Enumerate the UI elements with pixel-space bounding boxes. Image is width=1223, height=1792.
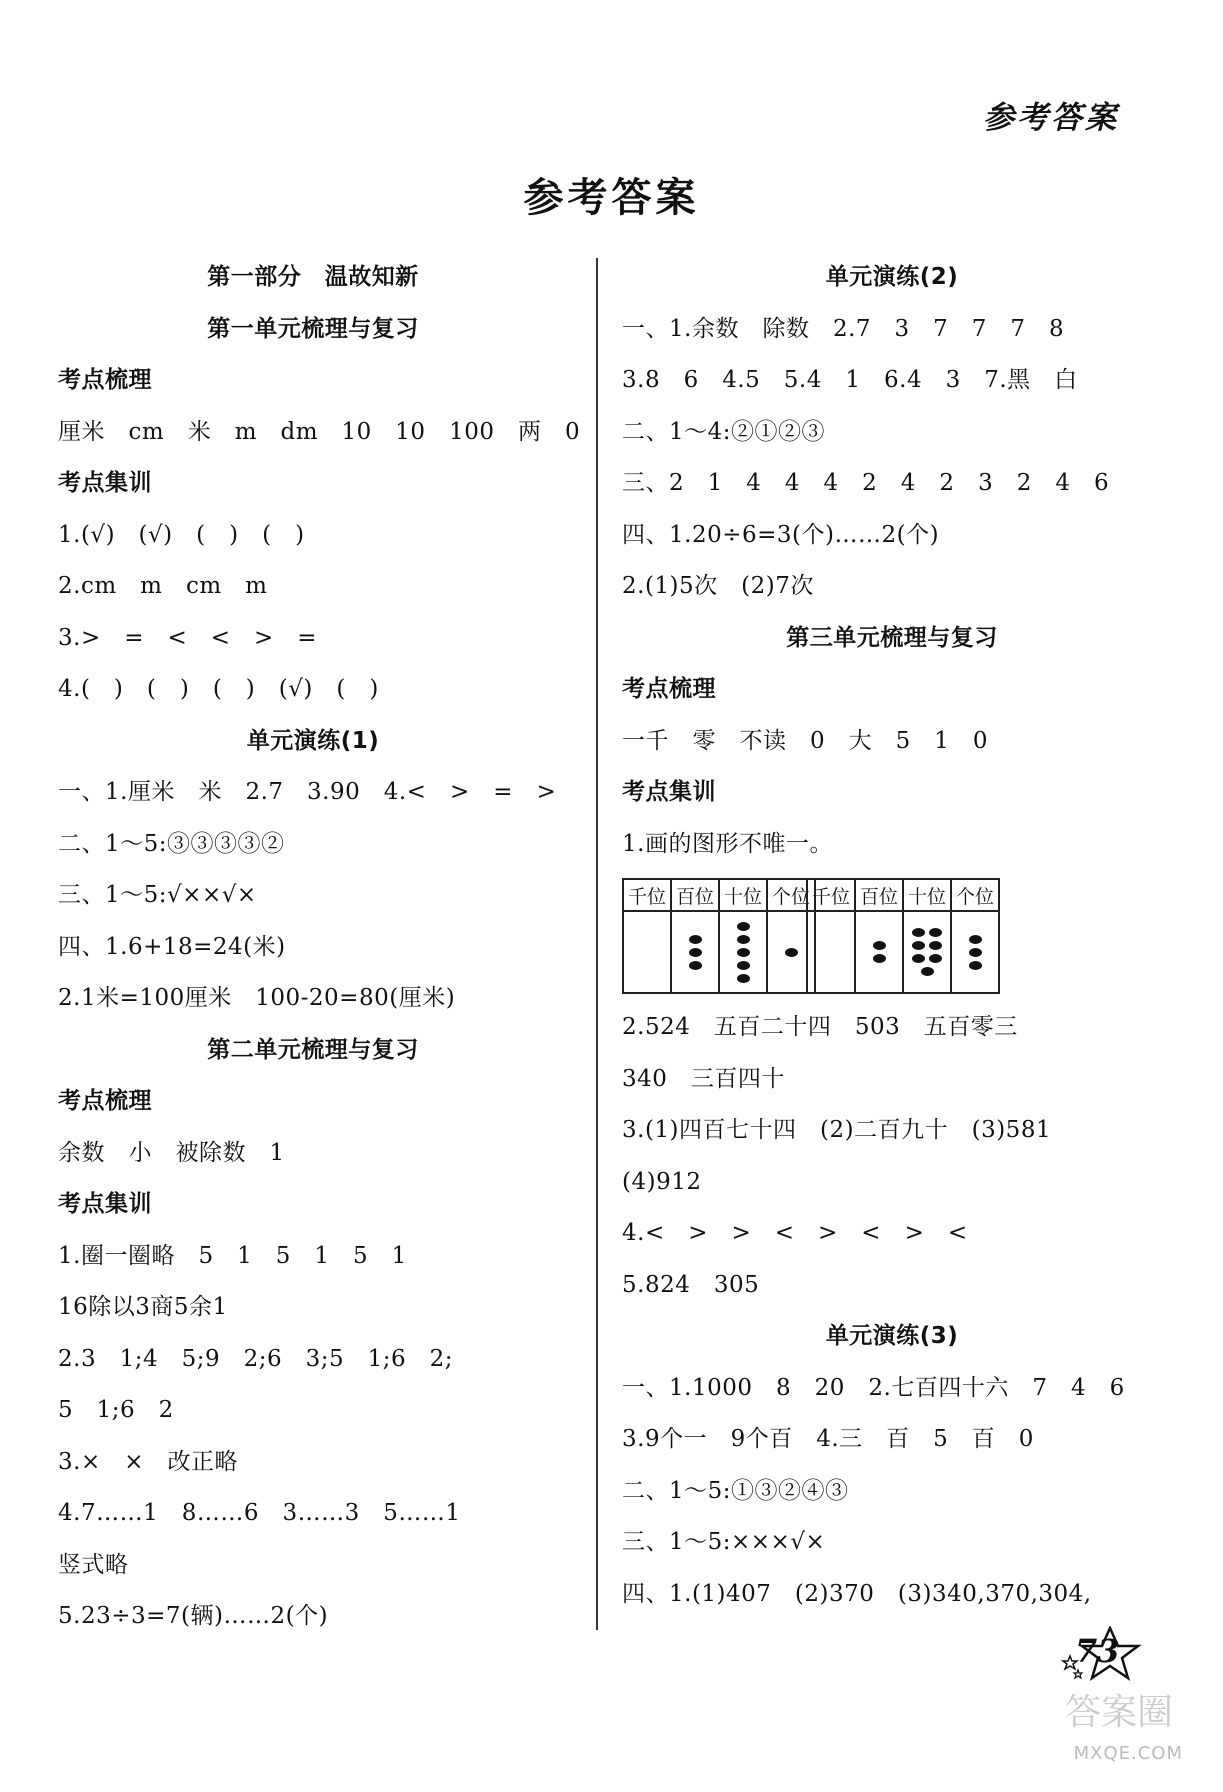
answer-line: 340 三百四十 [622, 1065, 785, 1092]
place-value-tables [622, 878, 1162, 990]
answer-line: 竖式略 [58, 1551, 129, 1578]
answer-line: 一、1.1000 8 20 2.七百四十六 7 4 6 [622, 1374, 1125, 1401]
watermark-url: MXQE.COM [1073, 1743, 1183, 1764]
place-cell [623, 911, 671, 993]
answer-line: 三、1～5:√××√× [58, 882, 257, 908]
section-heading: 单元演练(3) [825, 1323, 959, 1349]
place-header: 个位 [767, 879, 815, 911]
answer-line: 一、1.厘米 米 2.7 3.90 4.< > = > [58, 779, 557, 805]
bead-dot [689, 935, 702, 944]
bead-dot [737, 935, 750, 944]
answer-line: 2.524 五百二十四 503 五百零三 [622, 1014, 1018, 1040]
bead-dot [737, 974, 750, 983]
page-number: 73 [1075, 1632, 1120, 1670]
section-heading: 第二单元梳理与复习 [207, 1036, 419, 1063]
place-cell [951, 911, 999, 993]
answer-line: 厘米 cm 米 m dm 10 10 100 两 0 [58, 418, 581, 445]
bead-dot [929, 928, 942, 937]
place-cell [719, 911, 767, 993]
answer-line: 四、1.20÷6=3(个)……2(个) [622, 521, 940, 548]
bead-dot [921, 967, 934, 976]
bead-dot [689, 948, 702, 957]
bead-dot [785, 948, 798, 957]
section-heading: 第三单元梳理与复习 [786, 624, 998, 651]
answer-line: 2.1米=100厘米 100-20=80(厘米) [58, 985, 456, 1011]
answer-line: 5.23÷3=7(辆)……2(个) [58, 1603, 329, 1629]
answer-line: 1.画的图形不唯一。 [622, 830, 833, 857]
bead-dot [929, 941, 942, 950]
answer-line: (4)912 [622, 1168, 702, 1195]
place-header: 千位 [623, 879, 671, 911]
place-header: 十位 [903, 879, 951, 911]
answer-line: 1.圈一圈略 5 1 5 1 5 1 [58, 1242, 407, 1269]
answer-line: 3.(1)四百七十四 (2)二百九十 (3)581 [622, 1117, 1052, 1143]
bead-dot [689, 961, 702, 970]
bead-dot [929, 954, 942, 963]
bead-dot [737, 922, 750, 931]
subsection-label: 考点集训 [622, 779, 716, 805]
answer-line: 2.(1)5次 (2)7次 [622, 573, 814, 599]
answer-line: 1.(√) (√) ( ) ( ) [58, 521, 305, 548]
answer-line: 四、1.6+18=24(米) [58, 933, 286, 960]
bead-dot [873, 941, 886, 950]
answer-line: 4.( ) ( ) ( ) (√) ( ) [58, 676, 379, 702]
answer-line: 4.7……1 8……6 3……3 5……1 [58, 1500, 461, 1526]
answer-line: 二、1～4:②①②③ [622, 418, 826, 445]
answer-line: 二、1～5:③③③③② [58, 830, 285, 857]
bead-dot [969, 948, 982, 957]
section-heading: 单元演练(2) [825, 264, 959, 290]
answer-line: 3.> = < < > = [58, 624, 318, 651]
answer-line: 5 1;6 2 [58, 1397, 174, 1423]
subsection-label: 考点集训 [58, 470, 152, 496]
corner-title: 参考答案 [983, 100, 1119, 136]
left-column [58, 252, 581, 1643]
answer-line: 3.9个一 9个百 4.三 百 5 百 0 [622, 1426, 1034, 1452]
place-value-table [806, 878, 1000, 994]
place-header: 十位 [719, 879, 767, 911]
place-header: 个位 [951, 879, 999, 911]
place-header: 百位 [855, 879, 903, 911]
place-cell [855, 911, 903, 993]
place-header: 千位 [807, 879, 855, 911]
page-title: 参考答案 [523, 175, 700, 221]
answer-line: 三、2 1 4 4 4 2 4 2 3 2 4 6 [622, 470, 1110, 496]
answer-line: 余数 小 被除数 1 [58, 1139, 285, 1166]
answer-line: 四、1.(1)407 (2)370 (3)340,370,304, [622, 1580, 1092, 1607]
subsection-label: 考点梳理 [622, 676, 716, 702]
bead-dot [873, 954, 886, 963]
right-column-top [622, 252, 1162, 870]
answer-line: 4.< > > < > < > < [622, 1220, 968, 1246]
place-value-table [622, 878, 816, 994]
bead-dot [737, 961, 750, 970]
subsection-label: 考点梳理 [58, 1088, 152, 1114]
answer-line: 2.cm m cm m [58, 573, 268, 599]
subsection-label: 考点梳理 [58, 367, 152, 393]
bead-dot [912, 928, 925, 937]
watermark [1023, 1692, 1183, 1764]
answer-line: 3.× × 改正略 [58, 1448, 238, 1475]
right-column-bottom [622, 1002, 1162, 1620]
answer-line: 16除以3商5余1 [58, 1294, 228, 1320]
bead-dot [969, 935, 982, 944]
place-header: 百位 [671, 879, 719, 911]
section-heading: 第一单元梳理与复习 [207, 315, 419, 342]
answer-line: 5.824 305 [622, 1271, 760, 1298]
answer-line: 三、1～5:×××√× [622, 1529, 826, 1555]
bead-dot [912, 941, 925, 950]
place-cell [903, 911, 951, 993]
column-divider [596, 258, 598, 1630]
watermark-logo: 答案圈 [1064, 1692, 1173, 1733]
bead-dot [737, 948, 750, 957]
bead-dot [969, 961, 982, 970]
answer-line: 二、1～5:①③②④③ [622, 1477, 849, 1504]
bead-dot [912, 954, 925, 963]
right-column [622, 252, 1162, 1620]
answer-line: 一、1.余数 除数 2.7 3 7 7 7 8 [622, 315, 1065, 342]
subsection-label: 考点集训 [58, 1191, 152, 1217]
section-heading: 单元演练(1) [246, 727, 380, 754]
answer-line: 3.8 6 4.5 5.4 1 6.4 3 7.黑 白 [622, 367, 1078, 393]
place-cell [807, 911, 855, 993]
answer-line: 2.3 1;4 5;9 2;6 3;5 1;6 2; [58, 1345, 454, 1372]
place-cell [671, 911, 719, 993]
answer-line: 一千 零 不读 0 大 5 1 0 [622, 727, 989, 754]
section-heading: 第一部分 温故知新 [207, 264, 419, 290]
